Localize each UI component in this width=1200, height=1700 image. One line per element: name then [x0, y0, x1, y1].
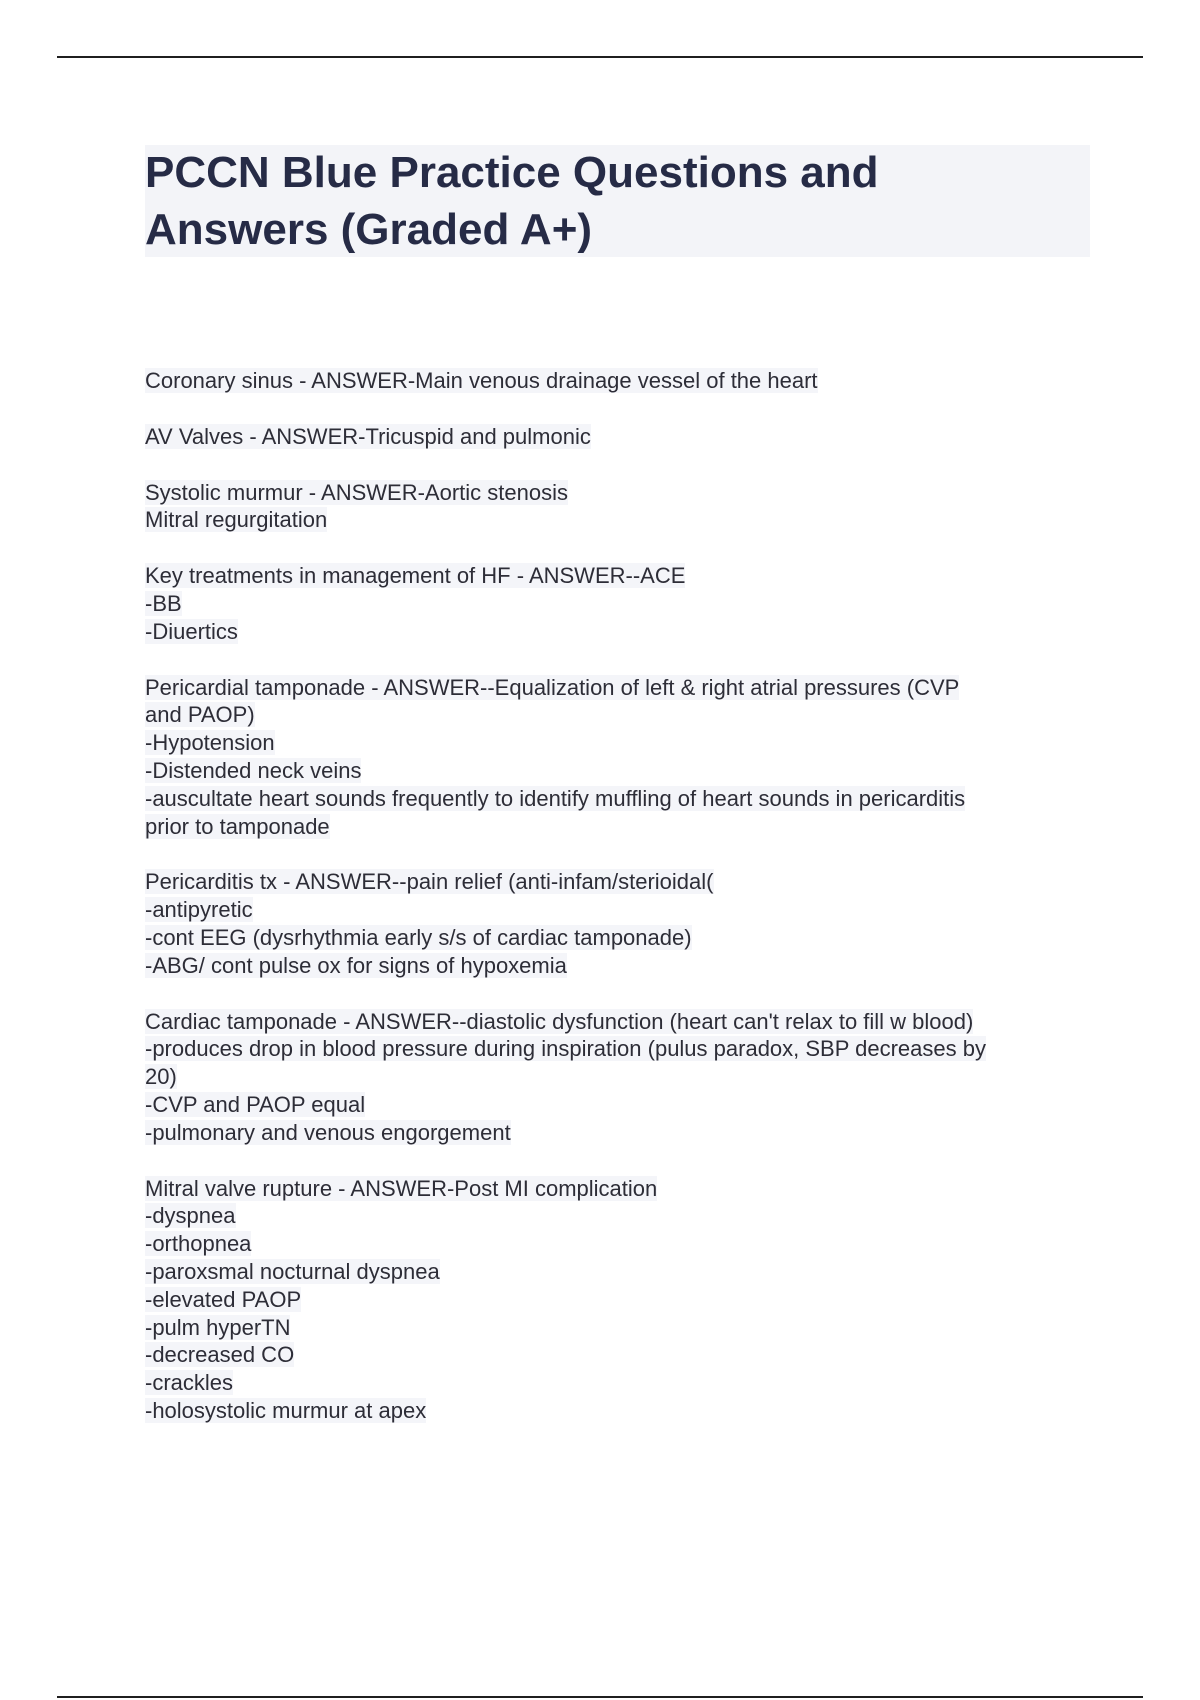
qa-line — [145, 1397, 1105, 1425]
qa-item — [145, 868, 1105, 979]
qa-line — [145, 729, 1105, 757]
bottom-divider — [57, 1696, 1143, 1698]
qa-line — [145, 1202, 1105, 1230]
qa-line-text: -pulmonary and venous engorgement — [145, 1119, 511, 1145]
page-title-line: Answers (Graded A+) — [145, 205, 593, 254]
qa-line-text: -orthopnea — [145, 1231, 252, 1257]
qa-line — [145, 590, 1105, 618]
qa-line-text: Systolic murmur - ANSWER-Aortic stenosis — [145, 479, 568, 505]
qa-line — [145, 618, 1105, 646]
qa-line — [145, 506, 1105, 534]
qa-line — [145, 813, 1105, 841]
qa-line — [145, 562, 1105, 590]
qa-line — [145, 757, 1105, 785]
qa-line — [145, 367, 1105, 395]
qa-item — [145, 479, 1105, 535]
page-title-line: PCCN Blue Practice Questions and — [145, 148, 879, 197]
qa-line — [145, 1063, 1105, 1091]
qa-line — [145, 1341, 1105, 1369]
page-title — [145, 144, 1090, 258]
qa-line-text: Mitral regurgitation — [145, 507, 328, 533]
qa-line — [145, 701, 1105, 729]
qa-item — [145, 674, 1105, 841]
qa-line-text: Coronary sinus - ANSWER-Main venous drainage vessel of the heart — [145, 368, 818, 393]
qa-line-text: -dyspnea — [145, 1203, 236, 1229]
qa-line-text: Key treatments in management of HF - ANSWER--ACE — [145, 563, 686, 589]
qa-line-text: AV Valves - ANSWER-Tricuspid and pulmonic — [145, 423, 591, 449]
qa-line — [145, 868, 1105, 896]
qa-line — [145, 924, 1105, 952]
qa-line — [145, 1035, 1105, 1063]
qa-line — [145, 479, 1105, 507]
qa-line-text: -Diuertics — [145, 618, 238, 644]
qa-line — [145, 1369, 1105, 1397]
top-divider — [57, 56, 1143, 58]
qa-line-text: and PAOP) — [145, 702, 255, 728]
qa-line — [145, 1286, 1105, 1314]
qa-line-text: -Hypotension — [145, 730, 275, 756]
qa-line — [145, 1119, 1105, 1147]
qa-line — [145, 1258, 1105, 1286]
qa-line-text: -decreased CO — [145, 1342, 295, 1368]
qa-line-text: -antipyretic — [145, 897, 253, 923]
qa-line-text: prior to tamponade — [145, 813, 330, 839]
qa-item — [145, 1008, 1105, 1147]
qa-line-text: -cont EEG (dysrhythmia early s/s of cardiac tamponade) — [145, 924, 692, 950]
qa-line-text: -CVP and PAOP equal — [145, 1091, 366, 1117]
qa-line-text: Mitral valve rupture - ANSWER-Post MI complication — [145, 1175, 658, 1201]
qa-line — [145, 785, 1105, 813]
qa-line-text: -produces drop in blood pressure during inspiration (pulus paradox, SBP decreases by — [145, 1036, 986, 1062]
qa-line-text: -elevated PAOP — [145, 1286, 302, 1312]
qa-list — [145, 367, 1105, 1453]
qa-line-text: Cardiac tamponade - ANSWER--diastolic dysfunction (heart can't relax to fill w blood) — [145, 1008, 974, 1034]
qa-line-text: -paroxsmal nocturnal dyspnea — [145, 1258, 440, 1284]
qa-line-text: -Distended neck veins — [145, 757, 362, 783]
qa-item — [145, 367, 1105, 395]
qa-line-text: -ABG/ cont pulse ox for signs of hypoxemia — [145, 952, 567, 978]
qa-line-text: -auscultate heart sounds frequently to identify muffling of heart sounds in pericarditis — [145, 785, 966, 811]
qa-item — [145, 423, 1105, 451]
qa-line-text: -BB — [145, 590, 182, 616]
qa-line-text: -crackles — [145, 1370, 234, 1396]
qa-line-text: -pulm hyperTN — [145, 1314, 291, 1340]
qa-line-text: Pericardial tamponade - ANSWER--Equalization of left & right atrial pressures (CVP — [145, 674, 960, 700]
qa-line-text: -holosystolic murmur at apex — [145, 1397, 427, 1423]
qa-line — [145, 674, 1105, 702]
qa-line — [145, 1314, 1105, 1342]
qa-item — [145, 562, 1105, 645]
qa-item — [145, 1175, 1105, 1425]
qa-line-text: 20) — [145, 1064, 177, 1090]
qa-line — [145, 423, 1105, 451]
qa-line — [145, 1175, 1105, 1203]
qa-line — [145, 1008, 1105, 1036]
qa-line — [145, 952, 1105, 980]
qa-line-text: Pericarditis tx - ANSWER--pain relief (anti-infam/sterioidal( — [145, 869, 714, 895]
qa-line — [145, 1091, 1105, 1119]
qa-line — [145, 896, 1105, 924]
qa-line — [145, 1230, 1105, 1258]
